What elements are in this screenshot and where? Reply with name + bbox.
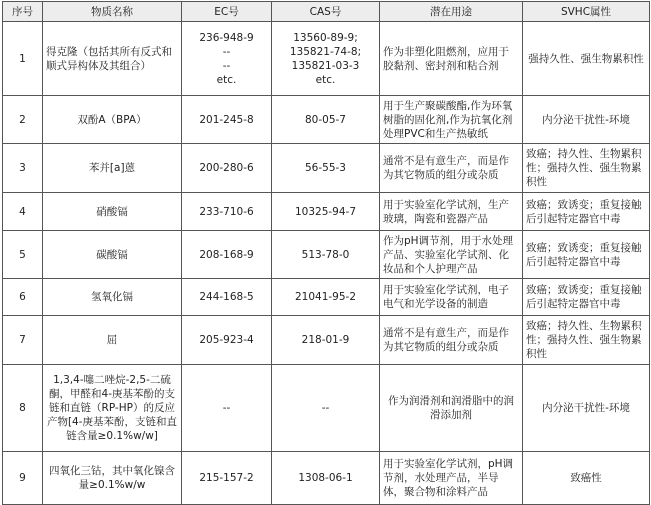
ec-line: -- — [222, 59, 231, 72]
svhc-property: 致癌；致诱变；重复接触后引起特定器官中毒 — [523, 279, 650, 316]
table-row — [3, 231, 650, 279]
svhc-property: 致癌；致诱变；重复接触后引起特定器官中毒 — [523, 193, 650, 231]
ec-line: 236-948-9 — [199, 31, 254, 44]
header-cas-number: CAS号 — [272, 2, 380, 22]
header-row — [3, 2, 650, 22]
cas-line: 135821-03-3 — [291, 59, 360, 72]
cas-number — [272, 22, 380, 96]
cas-number: 10325-94-7 — [272, 193, 380, 231]
potential-use: 通常不是有意生产，而是作为其它物质的组分或杂质 — [380, 316, 523, 365]
row-number: 2 — [3, 96, 43, 144]
potential-use: 用于生产聚碳酸酯,作为环氧树脂的固化剂,作为抗氧化剂处理PVC和生产热敏纸 — [380, 96, 523, 144]
ec-number: -- — [182, 365, 272, 452]
svhc-substance-table — [2, 1, 650, 505]
ec-line: etc. — [216, 73, 237, 86]
potential-use: 作为润滑剂和润滑脂中的润滑添加剂 — [380, 365, 523, 452]
row-number: 6 — [3, 279, 43, 316]
table-row — [3, 452, 650, 505]
row-number: 4 — [3, 193, 43, 231]
substance-name: 硝酸镉 — [43, 193, 182, 231]
potential-use: 用于实验室化学试剂，电子电气和光学设备的制造 — [380, 279, 523, 316]
cas-number: 218-01-9 — [272, 316, 380, 365]
substance-name: 四氧化三钴，其中氧化镍含量≥0.1%w/w — [43, 452, 182, 505]
potential-use: 用于实验室化学试剂，生产玻璃，陶瓷和瓷器产品 — [380, 193, 523, 231]
table-row — [3, 193, 650, 231]
cas-line: etc. — [315, 73, 336, 86]
row-number: 8 — [3, 365, 43, 452]
ec-number: 244-168-5 — [182, 279, 272, 316]
table-row — [3, 22, 650, 96]
cas-number: 80-05-7 — [272, 96, 380, 144]
substance-name: 1,3,4-噻二唑烷-2,5-二硫酮，甲醛和4-庚基苯酚的支链和直链（RP-HP）的反应产物[4-庚基苯酚，支链和直链含量≥0.1%w/w] — [43, 365, 182, 452]
ec-number: 233-710-6 — [182, 193, 272, 231]
table-row — [3, 279, 650, 316]
row-number: 7 — [3, 316, 43, 365]
svhc-property: 内分泌干扰性-环境 — [523, 365, 650, 452]
substance-name: 得克隆（包括其所有反式和顺式异构体及其组合） — [43, 22, 182, 96]
substance-name: 苯并[a]蒽 — [43, 144, 182, 193]
row-number: 9 — [3, 452, 43, 505]
svhc-property: 致癌性 — [523, 452, 650, 505]
table-row — [3, 144, 650, 193]
svhc-property: 内分泌干扰性-环境 — [523, 96, 650, 144]
substance-name: 碳酸镉 — [43, 231, 182, 279]
substance-name: 双酚A（BPA） — [43, 96, 182, 144]
cas-number: 21041-95-2 — [272, 279, 380, 316]
ec-number: 201-245-8 — [182, 96, 272, 144]
substance-name: 屈 — [43, 316, 182, 365]
substance-name: 氢氧化镉 — [43, 279, 182, 316]
ec-number: 205-923-4 — [182, 316, 272, 365]
potential-use: 作为非塑化阻燃剂，应用于胶黏剂、密封剂和粘合剂 — [380, 22, 523, 96]
potential-use: 用于实验室化学试剂，pH调节剂，水处理产品，半导体，聚合物和涂料产品 — [380, 452, 523, 505]
row-number: 5 — [3, 231, 43, 279]
row-number: 1 — [3, 22, 43, 96]
cas-number: -- — [272, 365, 380, 452]
potential-use: 作为pH调节剂，用于水处理产品、实验室化学试剂、化妆品和个人护理产品 — [380, 231, 523, 279]
svhc-property: 致癌；致诱变；重复接触后引起特定器官中毒 — [523, 231, 650, 279]
cas-line: 135821-74-8; — [289, 45, 362, 58]
svhc-property: 致癌；持久性、生物累积性；强持久性、强生物累积性 — [523, 144, 650, 193]
header-substance-name: 物质名称 — [43, 2, 182, 22]
cas-line: 13560-89-9; — [293, 31, 358, 44]
ec-number: 200-280-6 — [182, 144, 272, 193]
svhc-property: 强持久性、强生物累积性 — [523, 22, 650, 96]
table-row — [3, 365, 650, 452]
table-row — [3, 316, 650, 365]
header-svhc-property: SVHC属性 — [523, 2, 650, 22]
ec-number: 208-168-9 — [182, 231, 272, 279]
header-potential-use: 潜在用途 — [380, 2, 523, 22]
ec-line: -- — [222, 45, 231, 58]
header-no: 序号 — [3, 2, 43, 22]
header-ec-number: EC号 — [182, 2, 272, 22]
ec-number: 215-157-2 — [182, 452, 272, 505]
svhc-property: 致癌；持久性、生物累积性；强持久性、强生物累积性 — [523, 316, 650, 365]
cas-number: 513-78-0 — [272, 231, 380, 279]
cas-number: 1308-06-1 — [272, 452, 380, 505]
table-row — [3, 96, 650, 144]
potential-use: 通常不是有意生产，而是作为其它物质的组分或杂质 — [380, 144, 523, 193]
cas-number: 56-55-3 — [272, 144, 380, 193]
ec-number — [182, 22, 272, 96]
row-number: 3 — [3, 144, 43, 193]
